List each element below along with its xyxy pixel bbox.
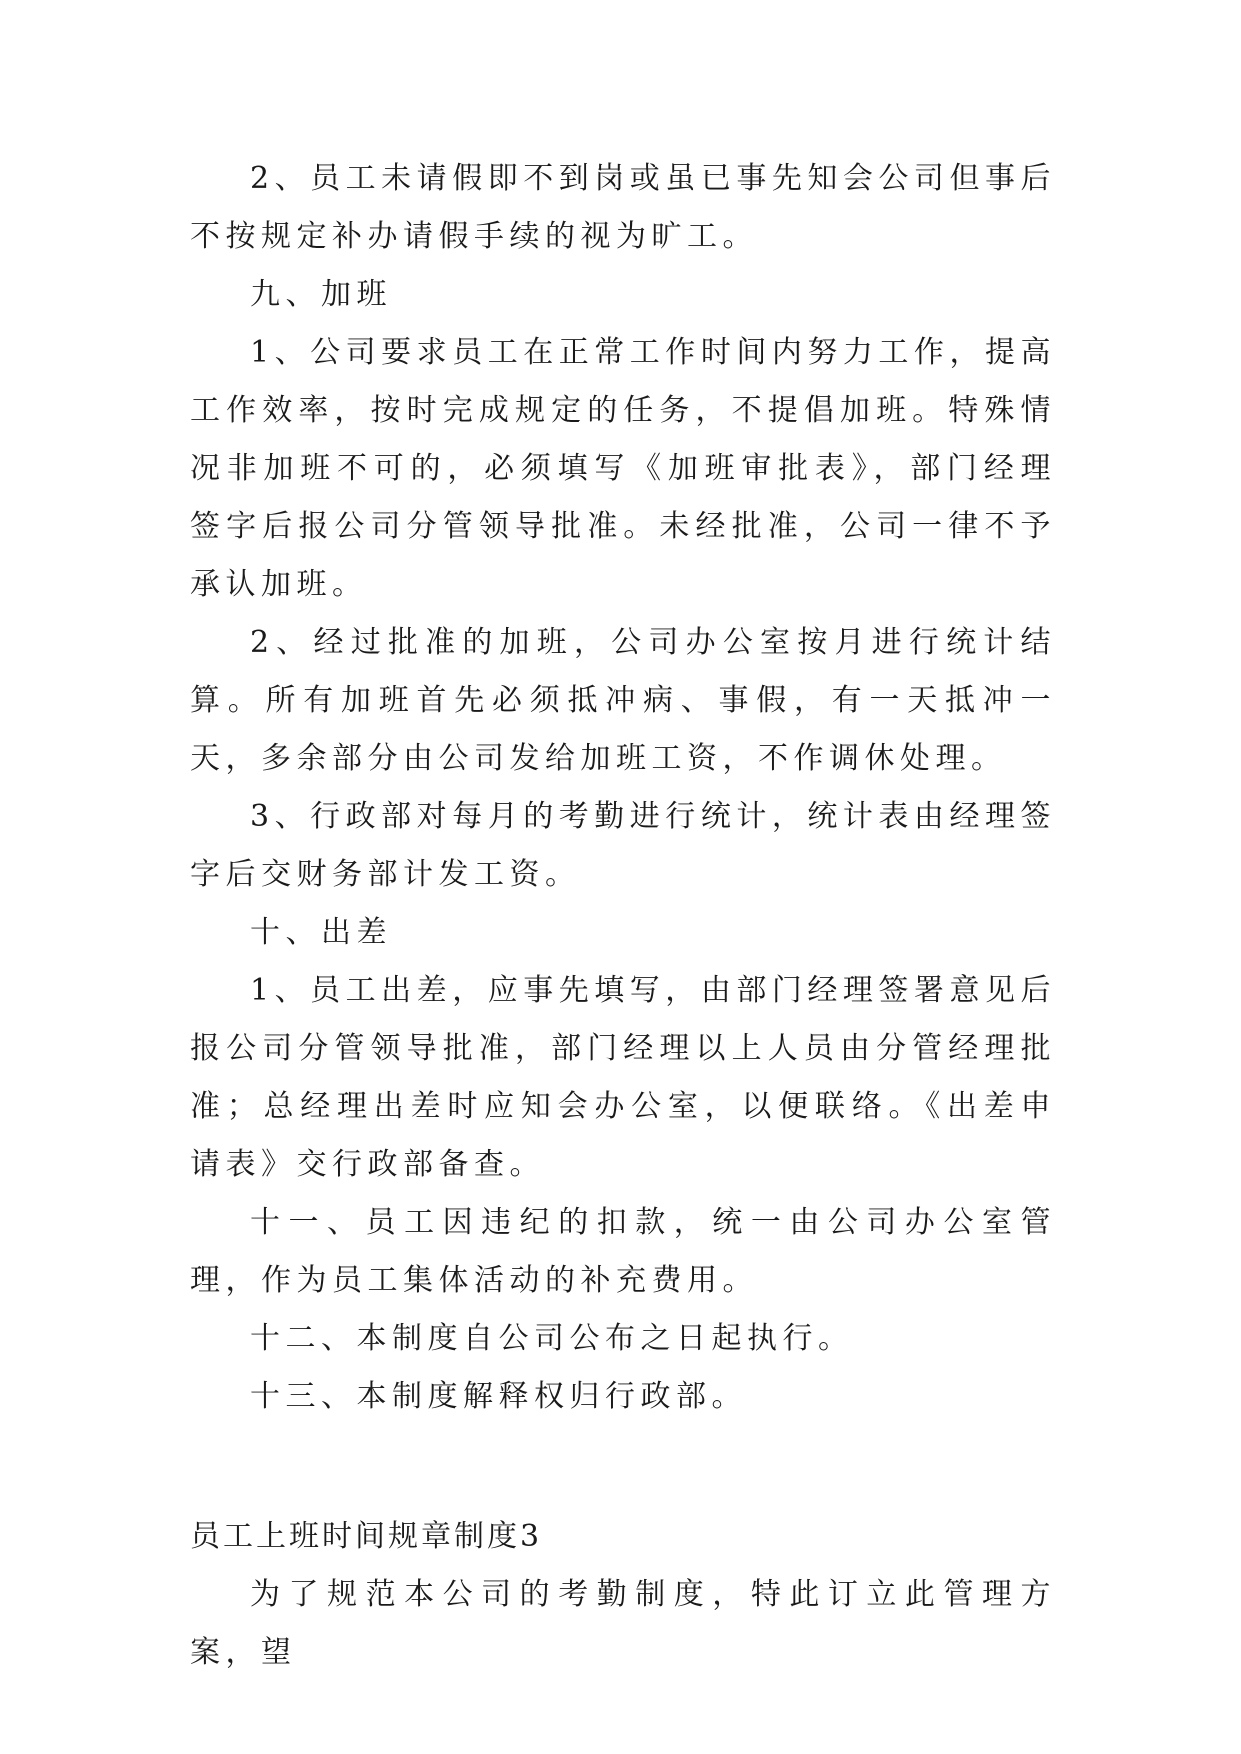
paragraph-effective-date: 十二、本制度自公司公布之日起执行。 bbox=[250, 1321, 854, 1356]
paragraph-deductions: 十一、员工因违纪的扣款，统一由公司办公室管理，作为员工集体活动的补充费用。 bbox=[190, 1205, 1056, 1298]
paragraph-intro: 为了规范本公司的考勤制度，特此订立此管理方案，望 bbox=[190, 1577, 1056, 1670]
paragraph-interpretation: 十三、本制度解释权归行政部。 bbox=[250, 1379, 747, 1414]
document-section-title: 员工上班时间规章制度3 bbox=[190, 1519, 543, 1554]
section-heading-business-trip: 十、出差 bbox=[250, 915, 392, 950]
paragraph-absence-rule: 2、员工未请假即不到岗或虽已事先知会公司但事后不按规定补办请假手续的视为旷工。 bbox=[190, 161, 1056, 254]
paragraph-business-trip-1: 1、员工出差，应事先填写，由部门经理签署意见后报公司分管领导批准，部门经理以上人员由分管经理批准；总经理出差时应知会办公室，以便联络。《出差申请表》交行政部备查。 bbox=[190, 973, 1056, 1182]
paragraph-overtime-1: 1、公司要求员工在正常工作时间内努力工作，提高工作效率，按时完成规定的任务，不提倡加班。特殊情况非加班不可的，必须填写《加班审批表》，部门经理签字后报公司分管领导批准。未经批准，公司一律不予承认加班。 bbox=[190, 335, 1056, 602]
section-heading-overtime: 九、加班 bbox=[250, 277, 392, 312]
paragraph-overtime-2: 2、经过批准的加班，公司办公室按月进行统计结算。所有加班首先必须抵冲病、事假，有一天抵冲一天，多余部分由公司发给加班工资，不作调休处理。 bbox=[190, 625, 1056, 776]
paragraph-overtime-3: 3、行政部对每月的考勤进行统计，统计表由经理签字后交财务部计发工资。 bbox=[190, 799, 1056, 892]
document-body bbox=[190, 150, 1056, 1682]
